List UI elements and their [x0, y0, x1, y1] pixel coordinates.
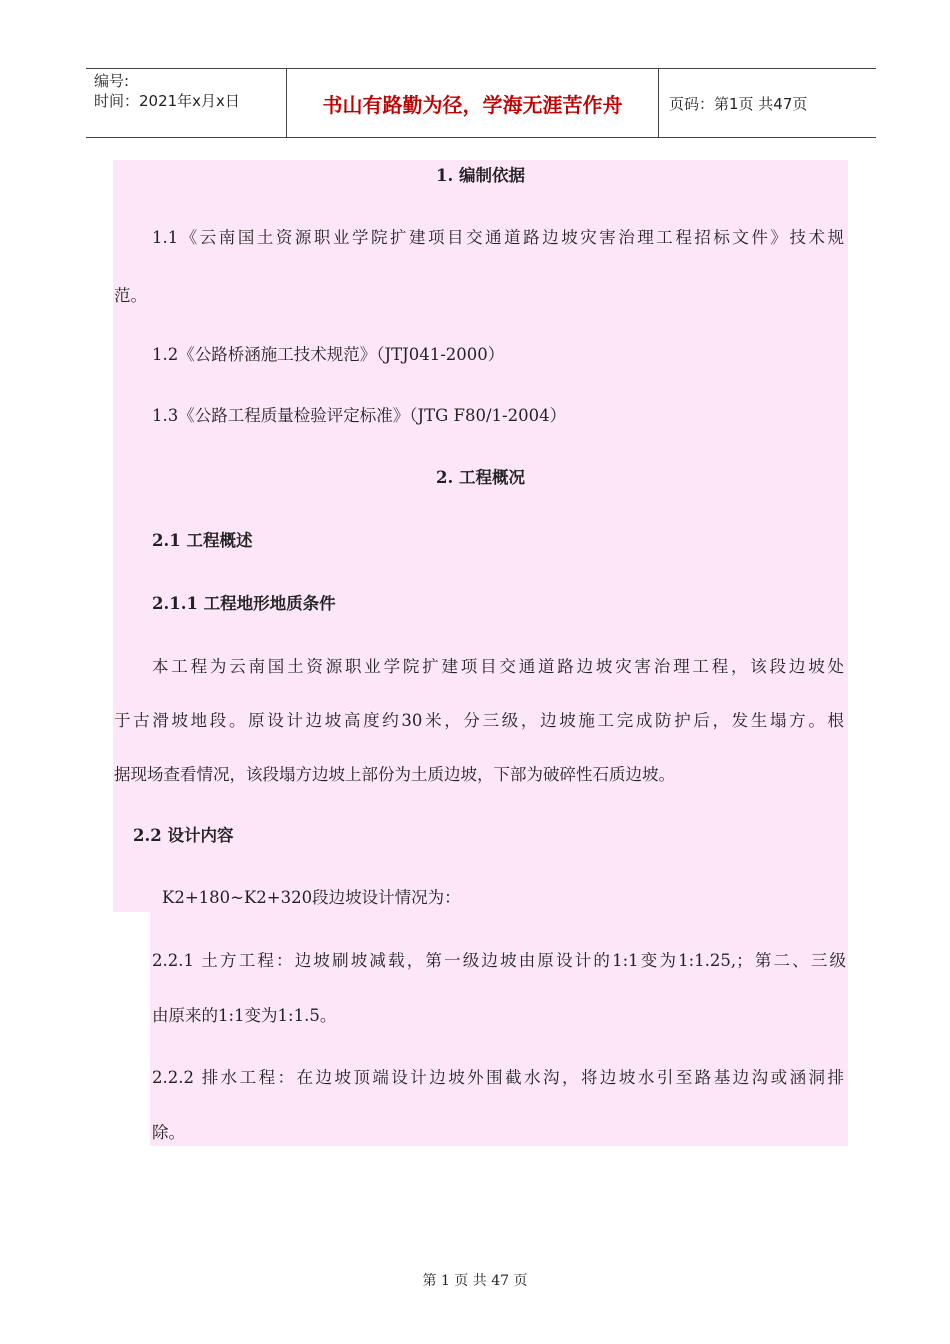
header-page-number: 页码：第1页 共47页	[669, 94, 808, 113]
header-motto: 书山有路勤为径，学海无涯苦作舟	[286, 69, 659, 137]
paragraph-1-2: 1.2《公路桥涵施工技术规范》（JTJ041-2000）	[152, 345, 505, 364]
paragraph-1-1-line-1: 1.1《云南国土资源职业学院扩建项目交通道路边坡灾害治理工程招标文件》技术规	[152, 228, 844, 247]
paragraph-2-1-1-line-3: 据现场查看情况，该段塌方边坡上部份为土质边坡，下部为破碎性石质边坡。	[114, 765, 675, 784]
page-header	[86, 68, 876, 138]
header-meta	[86, 69, 286, 137]
heading-2-1: 2.1 工程概述	[152, 531, 253, 550]
document-time-label: 时间：2021年x月x日	[94, 92, 240, 110]
paragraph-2-2-2-line-1: 2.2.2 排水工程：在边坡顶端设计边坡外围截水沟，将边坡水引至路基边沟或涵洞排	[152, 1068, 844, 1087]
page-footer: 第 1 页 共 47 页	[422, 1273, 528, 1289]
heading-2-1-1: 2.1.1 工程地形地质条件	[152, 594, 336, 613]
paragraph-2-2-1-line-1: 2.2.1 土方工程：边坡刷坡减载，第一级边坡由原设计的1:1变为1:1.25,；第二、三级	[152, 951, 846, 970]
paragraph-1-1-line-2: 范。	[114, 286, 147, 305]
heading-2-2: 2.2 设计内容	[133, 826, 234, 845]
paragraph-2-1-1-line-2: 于古滑坡地段。原设计边坡高度约30米，分三级，边坡施工完成防护后，发生塌方。根	[114, 711, 844, 730]
paragraph-1-3: 1.3《公路工程质量检验评定标准》（JTG F80/1-2004）	[152, 406, 567, 425]
heading-project-overview: 2. 工程概况	[436, 468, 525, 487]
highlight-block-2	[150, 912, 848, 1146]
paragraph-2-2: K2+180~K2+320段边坡设计情况为：	[162, 888, 461, 907]
paragraph-2-2-2-line-2: 除。	[152, 1123, 185, 1142]
paragraph-2-2-1-line-2: 由原来的1:1变为1:1.5。	[152, 1006, 337, 1025]
paragraph-2-1-1-line-1: 本工程为云南国土资源职业学院扩建项目交通道路边坡灾害治理工程，该段边坡处	[152, 657, 844, 676]
document-number-label: 编号:	[94, 72, 130, 90]
heading-compilation-basis: 1. 编制依据	[436, 166, 525, 185]
